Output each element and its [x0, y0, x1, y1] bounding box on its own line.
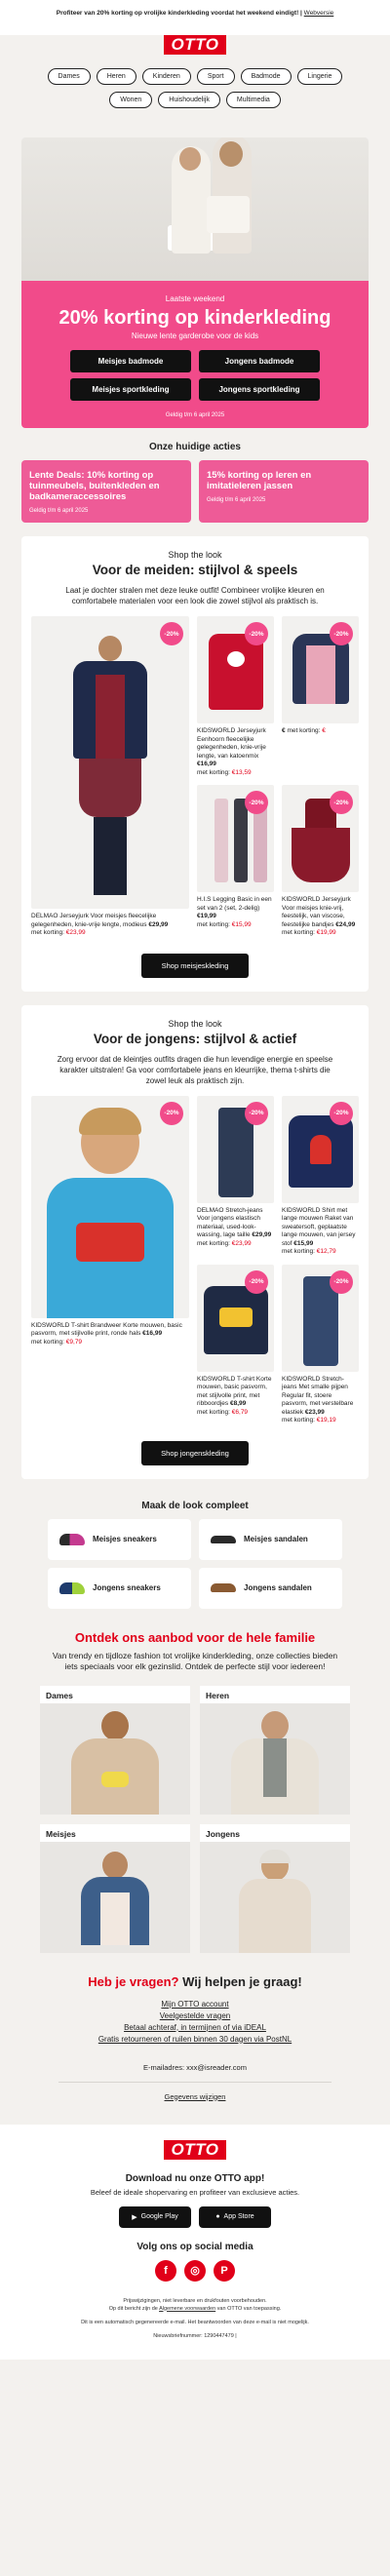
meisjes-badmode-button[interactable]: Meisjes badmode: [70, 350, 191, 372]
korting-label: met korting:: [197, 1239, 230, 1247]
category-meisjes[interactable]: [40, 1824, 190, 1953]
nav-dames[interactable]: Dames: [48, 68, 91, 85]
product-name: KIDSWORLD T-shirt Korte mouwen, basic pasvorm, met stijlvolle print, met ribboordjes: [197, 1375, 272, 1407]
email-address: E-mailadres: xxx@isreader.com: [143, 2062, 247, 2072]
nav-heren[interactable]: Heren: [97, 68, 136, 85]
actie-validity: Geldig t/m 6 april 2025: [29, 508, 89, 514]
girls-kicker: Shop the look: [168, 550, 222, 560]
footer-otto-logo[interactable]: OTTO: [164, 2140, 227, 2160]
meisjes-sandalen-link[interactable]: [199, 1519, 342, 1560]
look-item-label: Jongens sandalen: [244, 1583, 312, 1592]
hero-image: [21, 137, 369, 281]
logo-wrap: [0, 35, 390, 55]
actie-card-jassen[interactable]: [199, 460, 369, 523]
category-image: [200, 1842, 350, 1953]
boys-look-section: [21, 1005, 369, 1479]
product-image: [197, 616, 274, 723]
footer: [0, 2125, 390, 2360]
product-name: DELMAO Jerseyjurk Voor meisjes fleecelijke gelegenheden, knie-vrije lengte, modieus: [31, 913, 157, 928]
discount-badge: -20%: [330, 1270, 353, 1294]
legal-text: [0, 2297, 390, 2340]
hero-subtitle: Nieuwe lente garderobe voor de kids: [131, 332, 259, 340]
product-image: [282, 1096, 359, 1203]
category-image: [40, 1842, 190, 1953]
product-card[interactable]: [197, 1096, 274, 1257]
help-title-red: Heb je vragen?: [88, 1973, 179, 1989]
product-image: [197, 1096, 274, 1203]
social-icons: [0, 2260, 390, 2282]
korting-label: met korting:: [282, 1248, 315, 1255]
product-name: DELMAO Stretch-jeans Voor jongens elastisch materiaal, used-look-wassing, lage taille: [197, 1206, 263, 1238]
store-label: Google Play: [140, 2213, 178, 2220]
returns-link[interactable]: Gratis retourneren of ruilen binnen 30 dagen via PostNL: [98, 2034, 292, 2044]
korting-label: met korting:: [31, 1338, 64, 1346]
category-label: Dames: [46, 1690, 73, 1700]
girls-intro: Laat je dochter stralen met deze leuke outfit! Combineer vrolijke kleuren en comfortabele materialen voor een look die zowel stijlvol als praktisch is.: [65, 586, 325, 605]
discount-badge: -20%: [330, 622, 353, 645]
preheader-bar: [0, 0, 390, 35]
boys-intro: Zorg ervoor dat de kleintjes outfits dragen die hun levendige energie en speelse karakter uitstralen! Ga voor comfortabele jeans en kleurrijke, thema t-shirts die zowel leuk als praktisch zijn.: [57, 1054, 333, 1085]
legal-line-4: Nieuwsbriefnummer: 1290447479 |: [153, 2332, 237, 2339]
social-title: Volg ons op social media: [136, 2241, 254, 2252]
mijn-account-link[interactable]: Mijn OTTO account: [161, 1999, 229, 2009]
korting-label: met korting:: [31, 929, 64, 936]
actie-title: Lente Deals: 10% korting op tuinmeubels, buitenkleden en badkameraccessoires: [29, 470, 160, 502]
facebook-icon[interactable]: f: [155, 2260, 176, 2282]
nav-lingerie[interactable]: Lingerie: [297, 68, 343, 85]
otto-logo[interactable]: OTTO: [164, 35, 227, 55]
korting-label: met korting:: [282, 1417, 315, 1424]
nav-huishoudelijk[interactable]: Huishoudelijk: [158, 92, 220, 108]
product-card[interactable]: [282, 1096, 359, 1257]
hero-promo: [21, 281, 369, 428]
nav-badmode[interactable]: Badmode: [241, 68, 292, 85]
boys-small-products: [197, 1096, 359, 1425]
actie-card-lente-deals[interactable]: [21, 460, 191, 523]
discount-badge: -20%: [330, 791, 353, 814]
legal-line-1: Prijswijzigingen, niet leverbare en drukfouten voorbehouden.: [123, 2297, 267, 2304]
category-dames[interactable]: [40, 1686, 190, 1815]
shop-meisjeskleding-button[interactable]: Shop meisjeskleding: [141, 954, 249, 978]
product-image: [31, 616, 189, 909]
discover-title: Ontdek ons aanbod voor de hele familie: [74, 1629, 316, 1645]
look-grid: [0, 1519, 390, 1609]
korting-price: €6,79: [231, 1408, 249, 1416]
discount-badge: -20%: [160, 622, 183, 645]
divider: [58, 2082, 332, 2083]
shop-jongenskleding-button[interactable]: Shop jongenskleding: [141, 1441, 249, 1465]
product-text: [282, 896, 359, 938]
korting-price: €19,19: [316, 1417, 336, 1424]
payment-link[interactable]: Betaal achteraf, in termijnen of via iDEAL: [124, 2022, 266, 2032]
discount-badge: -20%: [160, 1102, 183, 1125]
product-name: KIDSWORLD Jerseyjurk Eenhoorn fleecelijke gelegenheden, knie-vrije lengte, van katoenmix: [197, 727, 266, 760]
product-image: [282, 785, 359, 892]
jongens-sportkleding-button[interactable]: Jongens sportkleding: [199, 378, 320, 401]
korting-label: met korting:: [197, 920, 230, 928]
legal-line-2: [0, 2305, 390, 2313]
product-name: KIDSWORLD Stretch-jeans Met smalle pijpen Regular fit, stoere pasvorm, met verstelbare elastiek: [282, 1375, 354, 1416]
jongens-sneakers-link[interactable]: [48, 1568, 191, 1609]
korting-price: €19,99: [316, 929, 336, 936]
store-badges: [0, 2206, 390, 2228]
korting-price: €23,99: [231, 1239, 252, 1247]
nav-kinderen[interactable]: Kinderen: [142, 68, 191, 85]
korting-price: €15,99: [231, 920, 252, 928]
nav-wonen[interactable]: Wonen: [109, 92, 152, 108]
korting-price: €23,99: [65, 929, 86, 936]
store-label: App Store: [223, 2213, 254, 2220]
product-image: [282, 616, 359, 723]
category-heren[interactable]: [200, 1686, 350, 1815]
hero-banner[interactable]: [21, 137, 369, 428]
discount-badge: -20%: [245, 622, 268, 645]
hero-kicker: Laatste weekend: [165, 294, 225, 303]
hero-buttons: [21, 350, 369, 401]
product-text: [197, 1376, 274, 1418]
app-title: Download nu onze OTTO app!: [125, 2172, 265, 2184]
product-text: [197, 896, 274, 929]
product-name: H.I.S Legging Basic in een set van 2 (set, 2-delig): [197, 896, 272, 912]
legal-text-b: van OTTO van toepassing.: [215, 2305, 282, 2312]
korting-price: €13,59: [231, 768, 252, 776]
look-item-label: Meisjes sandalen: [244, 1535, 308, 1543]
discount-badge: -20%: [245, 1102, 268, 1125]
apple-icon: ●: [215, 2213, 220, 2220]
nav-multimedia[interactable]: Multimedia: [226, 92, 281, 108]
product-text: [282, 727, 359, 736]
instagram-icon[interactable]: ◎: [184, 2260, 206, 2282]
category-label: Meisjes: [46, 1828, 76, 1839]
boys-title: Voor de jongens: stijlvol & actief: [93, 1031, 297, 1046]
meisjes-sneakers-link[interactable]: [48, 1519, 191, 1560]
product-price: €23,99: [304, 1408, 325, 1416]
product-price: €8,99: [229, 1400, 247, 1407]
legal-line-3: Dit is een automatisch gegenereerde e-mail. Het beantwoorden van deze e-mail is niet mogelijk.: [81, 2319, 309, 2325]
help-title-rest: Wij helpen je graag!: [178, 1973, 302, 1989]
product-card[interactable]: [197, 785, 274, 938]
product-price: €29,99: [148, 920, 169, 928]
category-label: Jongens: [206, 1828, 240, 1839]
korting-label: met korting:: [197, 768, 230, 776]
algemene-voorwaarden-link[interactable]: Algemene voorwaarden: [159, 2305, 216, 2312]
app-text: Beleef de ideale shopervaring en profiteer van exclusieve acties.: [90, 2187, 300, 2197]
korting-label: met korting:: [282, 929, 315, 936]
category-nav: [0, 55, 390, 118]
boys-product-grid: [31, 1096, 359, 1425]
product-price: €: [282, 727, 286, 734]
product-text: [31, 1322, 189, 1347]
app-store-button[interactable]: [199, 2206, 271, 2228]
preheader-separator: |: [298, 10, 304, 17]
help-links: [0, 1999, 390, 2046]
product-price: €19,99: [197, 913, 216, 919]
acties-title: Onze huidige acties: [149, 442, 241, 452]
product-text: [197, 1207, 274, 1249]
product-card[interactable]: [282, 616, 359, 777]
product-price: €29,99: [252, 1231, 272, 1238]
product-text: [282, 1376, 359, 1425]
product-text: [197, 727, 274, 777]
webversion-link[interactable]: Webversie: [303, 10, 334, 17]
sandal-icon: [211, 1583, 236, 1592]
google-play-button[interactable]: [119, 2206, 191, 2228]
jongens-badmode-button[interactable]: Jongens badmode: [199, 350, 320, 372]
faq-link[interactable]: Veelgestelde vragen: [159, 2010, 231, 2020]
look-item-label: Meisjes sneakers: [93, 1535, 157, 1543]
category-image: [40, 1703, 190, 1815]
korting-price: €: [322, 727, 326, 734]
pinterest-icon[interactable]: P: [214, 2260, 235, 2282]
product-card[interactable]: [197, 1265, 274, 1425]
girls-small-products: [197, 616, 359, 938]
product-image: [197, 1265, 274, 1372]
sandal-icon: [211, 1536, 236, 1543]
product-image: [31, 1096, 189, 1318]
nav-sport[interactable]: Sport: [197, 68, 235, 85]
product-card[interactable]: [31, 1096, 189, 1425]
sneaker-icon: [59, 1582, 85, 1594]
meisjes-sportkleding-button[interactable]: Meisjes sportkleding: [70, 378, 191, 401]
product-name: KIDSWORLD Jerseyjurk Voor meisjes knie-vrij, feestelijk, van viscose, feestelijke bandjes: [282, 896, 351, 928]
discount-badge: -20%: [330, 1102, 353, 1125]
acties-row: [21, 460, 369, 523]
actie-title: 15% korting op leren en imitatieleren jassen: [207, 470, 312, 491]
look-title: Maak de look compleet: [141, 1500, 249, 1511]
jongens-sandalen-link[interactable]: [199, 1568, 342, 1609]
product-price: €16,99: [197, 761, 216, 767]
play-icon: ▶: [132, 2213, 137, 2221]
actie-validity: Geldig t/m 6 april 2025: [207, 497, 266, 503]
product-name: KIDSWORLD Shirt met lange mouwen Raket van sweatersoft, geplaatste lange mouwen, van jersey stof: [282, 1206, 356, 1247]
boys-kicker: Shop the look: [168, 1018, 222, 1029]
sneaker-icon: [59, 1534, 85, 1545]
product-price: €15,99: [293, 1239, 314, 1247]
hero-validity: Geldig t/m 6 april 2025: [165, 412, 225, 418]
category-image: [200, 1703, 350, 1815]
girls-title: Voor de meiden: stijlvol & speels: [92, 563, 298, 577]
product-card[interactable]: [31, 616, 189, 938]
korting-price: €12,79: [316, 1248, 336, 1255]
product-price: €16,99: [142, 1330, 163, 1337]
category-grid: [0, 1686, 390, 1953]
product-price: €24,99: [335, 920, 356, 928]
discover-text: Van trendy en tijdloze fashion tot vrolijke kinderkleding, onze collecties bieden iets speciaals voor elk gezinslid. Ontdek de perfecte stijl voor iedereen!: [52, 1650, 338, 1671]
footer-logo-wrap: [0, 2140, 390, 2160]
product-image: [197, 785, 274, 892]
help-title: [0, 1974, 390, 1989]
legal-text-a: Op dit bericht zijn de: [108, 2305, 160, 2312]
product-card[interactable]: [282, 1265, 359, 1425]
category-jongens[interactable]: [200, 1824, 350, 1953]
product-image: [282, 1265, 359, 1372]
girls-product-grid: [31, 616, 359, 938]
product-text: [31, 913, 189, 938]
discount-badge: -20%: [245, 1270, 268, 1294]
gegevens-wijzigen-link[interactable]: Gegevens wijzigen: [164, 2091, 226, 2101]
preheader-text: Profiteer van 20% korting op vrolijke kinderkleding voordat het weekend eindigt!: [56, 10, 299, 17]
korting-label: met korting:: [197, 1408, 230, 1416]
korting-price: €9,79: [65, 1338, 83, 1346]
product-card[interactable]: [282, 785, 359, 938]
korting-label: met korting:: [287, 727, 321, 734]
look-item-label: Jongens sneakers: [93, 1583, 161, 1592]
discount-badge: -20%: [245, 791, 268, 814]
product-card[interactable]: [197, 616, 274, 777]
category-label: Heren: [206, 1690, 230, 1700]
product-name: KIDSWORLD T-shirt Brandweer Korte mouwen, basic pasvorm, met stijlvolle print, ronde hals: [31, 1321, 182, 1337]
girls-look-section: [21, 536, 369, 992]
product-text: [282, 1207, 359, 1257]
hero-title: 20% korting op kinderkleding: [58, 307, 332, 329]
